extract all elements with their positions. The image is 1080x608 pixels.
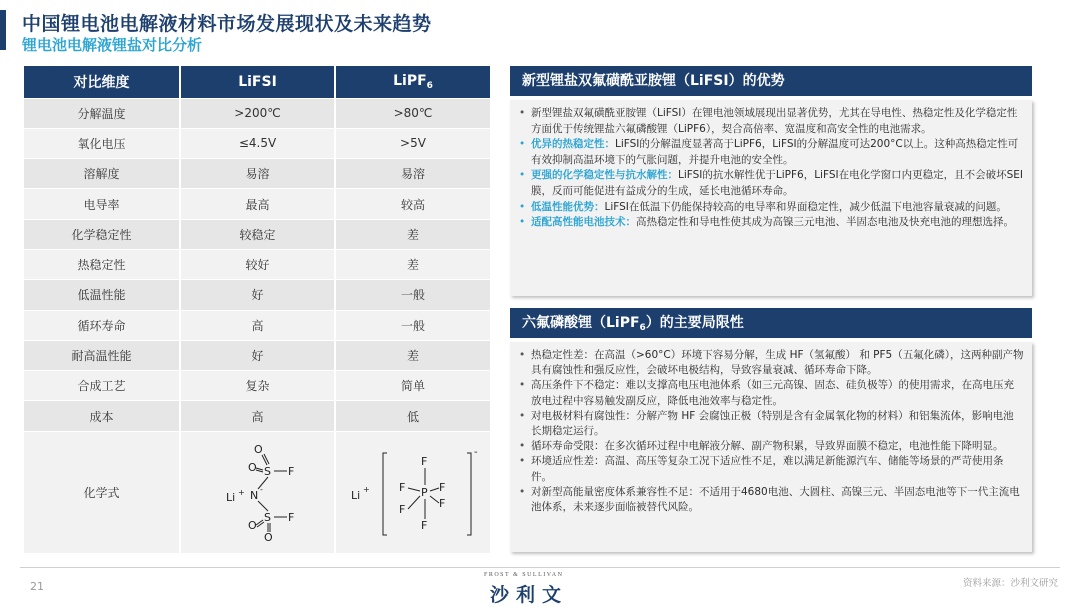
table-row xyxy=(24,340,490,370)
title-accent-bar xyxy=(0,10,6,50)
lifsi-value: 复杂 xyxy=(180,371,335,401)
table-row xyxy=(24,159,490,189)
row-label: 分解温度 xyxy=(24,98,180,128)
lifsi-s-top: S xyxy=(263,464,271,478)
list-item: • 对电极材料有腐蚀性：分解产物 HF 会腐蚀正极（特别是含有金属氧化物的材料）和铝集流体，影响电池长期稳定运行。 xyxy=(518,409,1024,439)
lipf6-value: 差 xyxy=(335,340,490,370)
lipf6-limitations-list xyxy=(518,348,1024,515)
col-header-lifsi: LiFSI xyxy=(180,66,335,98)
lifsi-value: 较稳定 xyxy=(180,219,335,249)
table-row xyxy=(24,249,490,279)
lifsi-value: ≤4.5V xyxy=(180,128,335,158)
table-row xyxy=(24,128,490,158)
lipf6-heading-post: ）的主要局限性 xyxy=(645,315,744,331)
table-header-row xyxy=(24,66,490,98)
table-row-formula xyxy=(24,431,490,553)
lipf6-limitations-box xyxy=(510,342,1032,552)
lifsi-n-charge: - xyxy=(259,484,263,494)
bullet-text: LiFSI的抗水解性优于LiPF6，LiFSI在电化学窗口内更稳定，且不会破坏SEI膜，反而可能促进有益成分的生成，延长电池循环寿命。 xyxy=(531,169,1023,197)
table-row xyxy=(24,219,490,249)
list-item: • 对新型高能量密度体系兼容性不足：不适用于4680电池、大圆柱、高镍三元、半固态电池等下一代主流电池体系，未来逐步面临被替代风险。 xyxy=(518,485,1024,515)
lipf6-value: 易溶 xyxy=(335,159,490,189)
lifsi-structure-diagram xyxy=(198,441,318,545)
lipf6-value: 较高 xyxy=(335,189,490,219)
lifsi-structure xyxy=(180,431,335,553)
row-label: 热稳定性 xyxy=(24,249,180,279)
bullet-text: LiFSI的分解温度显著高于LiPF6，LiFSI的分解温度可达200°C以上。这种高热稳定性可有效抑制高温环境下的气胀问题，并提升电池的安全性。 xyxy=(531,138,1019,166)
source-note: 资料来源：沙利文研究 xyxy=(962,578,1058,589)
row-label: 耐高温性能 xyxy=(24,340,180,370)
lipf6-anion-charge: - xyxy=(474,446,478,458)
lifsi-value: 易溶 xyxy=(180,159,335,189)
lipf6-f-lowright: F xyxy=(439,496,446,510)
bullet-keyword: 优异的热稳定性： xyxy=(531,138,615,151)
lifsi-o-bottom1: O xyxy=(247,518,257,532)
row-label: 电导率 xyxy=(24,189,180,219)
lipf6-value: 低 xyxy=(335,401,490,431)
bullet-keyword: 适配高性能电池技术： xyxy=(531,216,636,229)
lipf6-heading-subscript: 6 xyxy=(639,323,646,333)
lifsi-o-top2: O xyxy=(247,460,257,474)
lipf6-header-subscript: 6 xyxy=(426,80,433,91)
lifsi-value: 高 xyxy=(180,401,335,431)
lipf6-heading-pre: 六氟磷酸锂（LiPF xyxy=(522,315,640,331)
row-label: 成本 xyxy=(24,401,180,431)
lipf6-f-lowleft: F xyxy=(399,502,406,516)
list-item: • 环境适应性差：高温、高压等复杂工况下适应性不足，难以满足新能源汽车、储能等场景的严苛使用条件。 xyxy=(518,454,1024,484)
list-item xyxy=(518,137,1024,168)
lifsi-value: 较好 xyxy=(180,249,335,279)
table-row xyxy=(24,310,490,340)
lifsi-value: >200℃ xyxy=(180,98,335,128)
list-item xyxy=(518,200,1024,216)
row-label: 循环寿命 xyxy=(24,310,180,340)
lifsi-advantages-list xyxy=(518,106,1024,231)
lifsi-f-top: F xyxy=(287,464,294,478)
lipf6-value: 差 xyxy=(335,249,490,279)
row-label: 合成工艺 xyxy=(24,371,180,401)
col-header-lipf6 xyxy=(335,66,490,98)
lipf6-value: 一般 xyxy=(335,280,490,310)
brand-logo-english: FROST & SULLIVAN xyxy=(484,572,564,578)
table-row xyxy=(24,371,490,401)
lipf6-f-top: F xyxy=(421,454,428,468)
lipf6-f-left: F xyxy=(399,480,406,494)
lipf6-limitations-heading xyxy=(510,308,1032,338)
lifsi-o-bottom2: O xyxy=(263,530,273,544)
lipf6-value: 差 xyxy=(335,219,490,249)
footer-divider xyxy=(20,567,1060,568)
page-subtitle: 锂电池电解液锂盐对比分析 xyxy=(22,36,203,54)
list-item xyxy=(518,215,1024,231)
lipf6-p-label: P xyxy=(421,485,428,499)
row-label: 化学稳定性 xyxy=(24,219,180,249)
row-label: 低温性能 xyxy=(24,280,180,310)
list-item: • 热稳定性差：在高温（>60°C）环境下容易分解，生成 HF（氢氟酸） 和 PF5（五氟化磷），这两种副产物具有腐蚀性和强反应性，会破坏电极结构，导致容量衰减、循环寿命下降。 xyxy=(518,348,1024,378)
page-title: 中国锂电池电解液材料市场发展现状及未来趋势 xyxy=(22,13,432,35)
table-row xyxy=(24,189,490,219)
comparison-table xyxy=(24,66,490,553)
lifsi-value: 好 xyxy=(180,280,335,310)
table-row xyxy=(24,98,490,128)
row-label: 溶解度 xyxy=(24,159,180,189)
lipf6-value: >5V xyxy=(335,128,490,158)
lifsi-li-charge: + xyxy=(237,487,245,497)
lifsi-value: 高 xyxy=(180,310,335,340)
lifsi-advantages-box xyxy=(510,100,1032,296)
lipf6-f-bottom: F xyxy=(421,518,428,532)
brand-logo-chinese: 沙利文 xyxy=(490,584,569,606)
lipf6-value: >80℃ xyxy=(335,98,490,128)
lifsi-advantages-heading: 新型锂盐双氟磺酰亚胺锂（LiFSI）的优势 xyxy=(510,66,1032,96)
lipf6-structure xyxy=(335,431,490,553)
lipf6-value: 简单 xyxy=(335,371,490,401)
bullet-text: 高热稳定性和导电性使其成为高镍三元电池、半固态电池及快充电池的理想选择。 xyxy=(636,216,1014,229)
list-item xyxy=(518,168,1024,199)
lifsi-value: 最高 xyxy=(180,189,335,219)
page-number: 21 xyxy=(30,580,44,593)
bullet-text: LiFSI在低温下仍能保持较高的电导率和界面稳定性，减少低温下电池容量衰减的问题。 xyxy=(604,200,1007,213)
bullet-keyword: 更强的化学稳定性与抗水解性： xyxy=(531,169,678,182)
lifsi-value: 好 xyxy=(180,340,335,370)
row-label: 氧化电压 xyxy=(24,128,180,158)
lifsi-li-label: Li xyxy=(225,490,235,504)
list-item: • 循环寿命受限：在多次循环过程中电解液分解、副产物积累，导致界面膜不稳定，电池性能下降明显。 xyxy=(518,439,1024,454)
lipf6-structure-diagram xyxy=(343,441,483,545)
lifsi-n-label: N xyxy=(249,488,258,502)
lifsi-s-bottom: S xyxy=(263,510,271,524)
lipf6-f-right: F xyxy=(439,480,446,494)
lifsi-f-bottom: F xyxy=(287,510,294,524)
lipf6-value: 一般 xyxy=(335,310,490,340)
table-row xyxy=(24,401,490,431)
lipf6-header-text: LiPF xyxy=(393,72,427,89)
lifsi-o-top1: O xyxy=(253,442,263,456)
lipf6-li-charge: + xyxy=(363,484,370,494)
list-item: • 高压条件下不稳定：难以支撑高电压电池体系（如三元高镍、固态、硅负极等）的使用需求，在高电压充放电过程中容易触发副反应，降低电池效率与稳定性。 xyxy=(518,378,1024,408)
lipf6-li-label: Li xyxy=(351,488,361,502)
table-row xyxy=(24,280,490,310)
bullet-text: 新型锂盐双氟磺酰亚胺锂（LiFSI）在锂电池领域展现出显著优势，尤其在导电性、热稳定性及化学稳定性方面优于传统锂盐六氟磷酸锂（LiPF6），契合高倍率、宽温度和高安全性的电池需求。 xyxy=(531,107,1018,135)
list-item xyxy=(518,106,1024,137)
row-label: 化学式 xyxy=(24,431,180,553)
bullet-keyword: 低温性能优势： xyxy=(531,200,605,213)
col-header-dimension: 对比维度 xyxy=(24,66,180,98)
